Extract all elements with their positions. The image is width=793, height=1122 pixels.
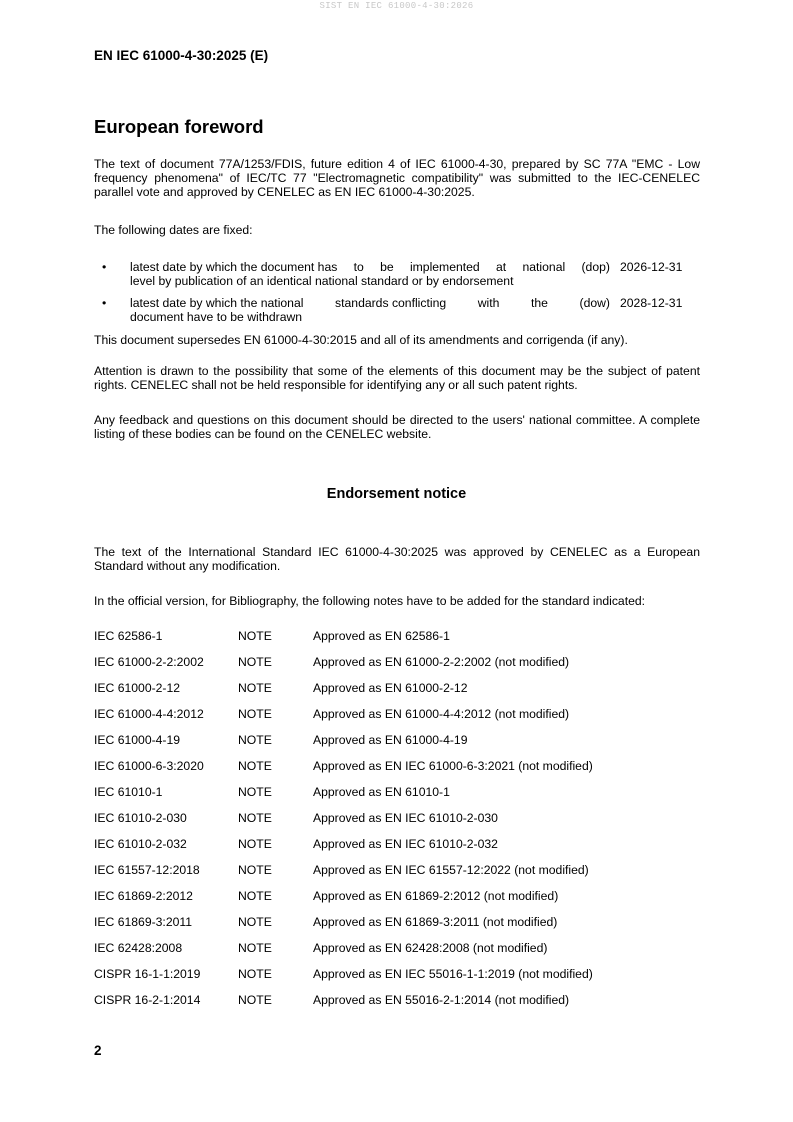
word: (dow) <box>579 296 610 310</box>
date-item-line2: document have to be withdrawn <box>130 310 303 324</box>
date-item-line1 <box>130 260 610 274</box>
foreword-paragraph: The text of document 77A/1253/FDIS, future edition 4 of IEC 61000-4-30, prepared by SC 77A "EMC - Low frequency phenomena" of IEC/TC 77 "Electromagnetic compatibility" was submitted to the IEC-CENELEC parallel vote and approved by CENELEC as EN IEC 61000-4-30:2025. <box>94 157 700 199</box>
patent-paragraph: Attention is drawn to the possibility that some of the elements of this document may be the subject of patent rights. CENELEC shall not be held responsible for identifying any or all such patent rights. <box>94 364 700 392</box>
approved-as: Approved as EN IEC 61000-6-3:2021 (not modified) <box>313 759 593 773</box>
approved-as: Approved as EN 61000-2-2:2002 (not modified) <box>313 655 570 669</box>
date-value: 2028-12-31 <box>620 296 683 310</box>
note-label: NOTE <box>238 655 272 669</box>
standard-id: IEC 61010-1 <box>94 785 163 799</box>
word: the <box>530 296 548 310</box>
endorsement-paragraph: The text of the International Standard IEC 61000-4-30:2025 was approved by CENELEC as a European Standard without any modification. <box>94 545 700 573</box>
approved-as: Approved as EN 61869-3:2011 (not modified) <box>313 915 558 929</box>
standard-id: IEC 62428:2008 <box>94 941 183 955</box>
word: latest date by which the document has <box>130 260 338 274</box>
approved-as: Approved as EN 61000-2-12 <box>313 681 468 695</box>
standard-id: IEC 61010-2-030 <box>94 811 187 825</box>
approved-as: Approved as EN IEC 61010-2-032 <box>313 837 498 851</box>
standard-id: IEC 62586-1 <box>94 629 163 643</box>
note-label: NOTE <box>238 889 272 903</box>
word: latest date by which the national <box>130 296 304 310</box>
standard-id: IEC 61869-3:2011 <box>94 915 193 929</box>
word: at <box>496 260 507 274</box>
word: standards conflicting <box>335 296 447 310</box>
date-value: 2026-12-31 <box>620 260 683 274</box>
document-id: EN IEC 61000-4-30:2025 (E) <box>94 48 269 63</box>
bibliography-intro: In the official version, for Bibliography, the following notes have to be added for the standard indicated: <box>94 594 646 608</box>
word: with <box>477 296 500 310</box>
approved-as: Approved as EN 61010-1 <box>313 785 450 799</box>
note-label: NOTE <box>238 629 272 643</box>
word: be <box>380 260 394 274</box>
standard-id: IEC 61000-2-2:2002 <box>94 655 204 669</box>
standard-id: IEC 61557-12:2018 <box>94 863 200 877</box>
standard-id: IEC 61000-4-19 <box>94 733 181 747</box>
note-label: NOTE <box>238 915 272 929</box>
standard-id: CISPR 16-2-1:2014 <box>94 993 201 1007</box>
approved-as: Approved as EN IEC 61010-2-030 <box>313 811 498 825</box>
bullet-icon: • <box>102 296 107 310</box>
standard-id: CISPR 16-1-1:2019 <box>94 967 201 981</box>
note-label: NOTE <box>238 681 272 695</box>
note-label: NOTE <box>238 837 272 851</box>
approved-as: Approved as EN 55016-2-1:2014 (not modified) <box>313 993 570 1007</box>
approved-as: Approved as EN 62428:2008 (not modified) <box>313 941 548 955</box>
standard-id: IEC 61000-6-3:2020 <box>94 759 204 773</box>
standard-id: IEC 61010-2-032 <box>94 837 187 851</box>
approved-as: Approved as EN IEC 55016-1-1:2019 (not modified) <box>313 967 593 981</box>
approved-as: Approved as EN 61000-4-4:2012 (not modified) <box>313 707 570 721</box>
word: (dop) <box>581 260 610 274</box>
dates-intro: The following dates are fixed: <box>94 223 253 237</box>
word: national <box>522 260 566 274</box>
word: to <box>353 260 364 274</box>
word: implemented <box>409 260 480 274</box>
note-label: NOTE <box>238 733 272 747</box>
standard-id: IEC 61000-2-12 <box>94 681 181 695</box>
note-label: NOTE <box>238 707 272 721</box>
date-item-line2: level by publication of an identical national standard or by endorsement <box>130 274 514 288</box>
note-label: NOTE <box>238 811 272 825</box>
supersedes-paragraph: This document supersedes EN 61000-4-30:2015 and all of its amendments and corrigenda (if any). <box>94 333 628 347</box>
watermark: SIST EN IEC 61000-4-30:2026 <box>319 1 474 11</box>
foreword-title: European foreword <box>94 116 264 137</box>
bullet-icon: • <box>102 260 107 274</box>
endorsement-title: Endorsement notice <box>326 486 467 502</box>
note-label: NOTE <box>238 941 272 955</box>
approved-as: Approved as EN IEC 61557-12:2022 (not modified) <box>313 863 589 877</box>
approved-as: Approved as EN 61869-2:2012 (not modified) <box>313 889 559 903</box>
note-label: NOTE <box>238 993 272 1007</box>
note-label: NOTE <box>238 967 272 981</box>
date-item-line1 <box>130 296 610 310</box>
approved-as: Approved as EN 61000-4-19 <box>313 733 468 747</box>
standard-id: IEC 61869-2:2012 <box>94 889 193 903</box>
standard-id: IEC 61000-4-4:2012 <box>94 707 204 721</box>
note-label: NOTE <box>238 785 272 799</box>
note-label: NOTE <box>238 863 272 877</box>
approved-as: Approved as EN 62586-1 <box>313 629 450 643</box>
note-label: NOTE <box>238 759 272 773</box>
page-number: 2 <box>94 1043 102 1058</box>
feedback-paragraph: Any feedback and questions on this document should be directed to the users' national committee. A complete listing of these bodies can be found on the CENELEC website. <box>94 413 700 441</box>
